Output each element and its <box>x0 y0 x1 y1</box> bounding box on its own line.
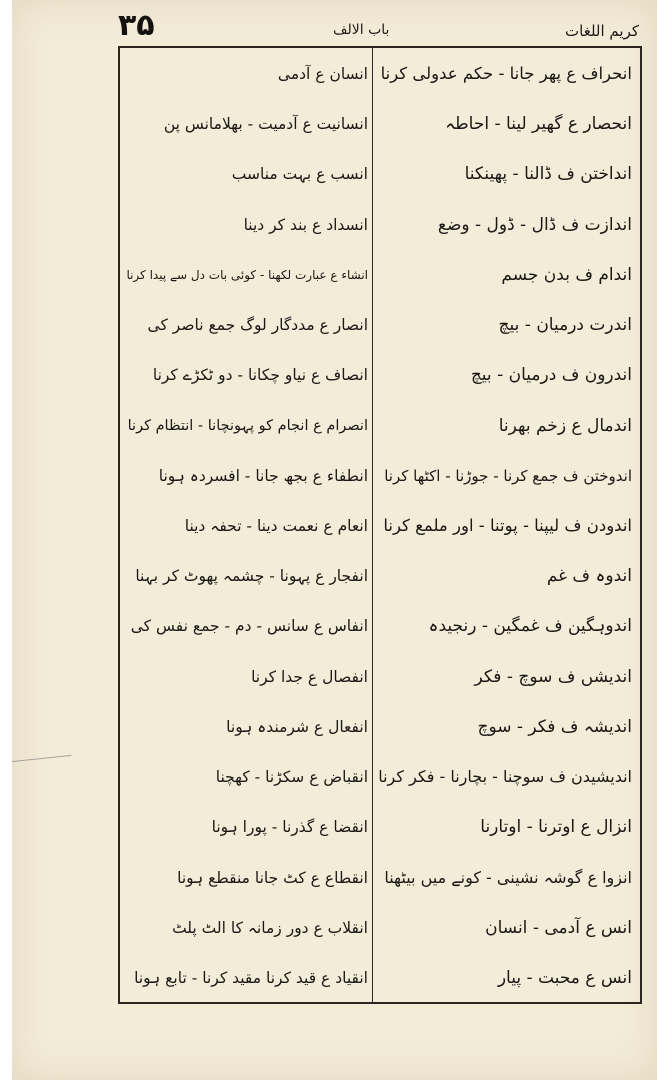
left-column <box>122 54 368 998</box>
dictionary-entry: انزوا ع گوشہ نشینی - کونے میں بیٹھنا <box>384 867 632 887</box>
dictionary-entry: انصار ع مددگار لوگ جمع ناصر کی <box>147 316 368 335</box>
dictionary-entry: انصرام ع انجام کو پہونچانا - انتظام کرنا <box>127 417 368 434</box>
dictionary-entry: اندوختن ف جمع کرنا - جوڑنا - اکٹھا کرنا <box>384 466 632 485</box>
dictionary-entry: اندام ف بدن جسم <box>501 264 632 285</box>
dictionary-entry: انزال ع اوترنا - اوتارنا <box>480 817 632 838</box>
dictionary-entry: اندمال ع زخم بھرنا <box>498 415 632 436</box>
dictionary-entry: انعام ع نعمت دینا - تحفہ دینا <box>184 516 368 535</box>
dictionary-entry: اندودن ف لیپنا - پوتنا - اور ملمع کرنا <box>383 515 632 535</box>
dictionary-entry: انفجار ع پہونا - چشمہ پھوٹ کر بہنا <box>135 567 368 586</box>
dictionary-entry: اندیشیدن ف سوچنا - بچارنا - فکر کرنا <box>378 767 632 787</box>
dictionary-entry: اندوہگین ف غمگین - رنجیدہ <box>428 616 632 637</box>
dictionary-entry: اندرت درمیان - بیچ <box>498 315 632 336</box>
book-title: کریم اللغات <box>565 22 639 40</box>
dictionary-entry: انقطاع ع کٹ جانا منقطع ہونا <box>177 868 368 887</box>
right-column <box>378 54 632 998</box>
dictionary-entry: انس ع محبت - پیار <box>497 967 632 988</box>
dictionary-entry: انقلاب ع دور زمانہ کا الٹ پلٹ <box>172 918 368 937</box>
pencil-mark <box>12 755 73 770</box>
page-header <box>118 8 639 44</box>
dictionary-entry: انداختن ف ڈالنا - پھینکنا <box>464 164 632 185</box>
dictionary-entry: اندوہ ف غم <box>546 566 632 587</box>
page-number: ۳۵ <box>118 8 155 43</box>
dictionary-entry: اندیشہ ف فکر - سوچ <box>477 716 632 737</box>
chapter-title: باب الالف <box>333 22 390 38</box>
dictionary-entry: انحصار ع گھیر لینا - احاطہ <box>445 114 632 135</box>
dictionary-entry: انشاء ع عبارت لکھنا - کوئی بات دل سے پیدا کرنا <box>126 267 368 282</box>
dictionary-entry: انسان ع آدمی <box>277 65 368 83</box>
dictionary-entry: اندازت ف ڈال - ڈول - وضع <box>437 214 632 235</box>
dictionary-entry: اندیشں ف سوچ - فکر <box>474 666 632 687</box>
dictionary-entry: انسانیت ع آدمیت - بھلامانس پن <box>163 115 368 134</box>
dictionary-entry: انطفاء ع بجھ جانا - افسردہ ہونا <box>158 466 368 485</box>
dictionary-entry: انحراف ع پھر جانا - حکم عدولی کرنا <box>380 64 632 83</box>
dictionary-entry: اندرون ف درمیان - بیچ <box>470 365 632 386</box>
dictionary-entry: انسداد ع بند کر دینا <box>243 215 368 234</box>
dictionary-entry: انفعال ع شرمندہ ہونا <box>226 717 368 736</box>
dictionary-entry: انفاس ع سانس - دم - جمع نفس کی <box>130 617 368 636</box>
column-divider <box>372 46 373 1004</box>
dictionary-entry: انفصال ع جدا کرنا <box>251 667 368 686</box>
dictionary-entry: انقباض ع سکڑنا - کھچنا <box>215 768 368 787</box>
dictionary-entry: انسب ع بہت مناسب <box>231 165 368 184</box>
dictionary-entry: انقضا ع گذرنا - پورا ہونا <box>211 818 368 837</box>
dictionary-entry: انقیاد ع قید کرنا مقید کرنا - تابع ہونا <box>134 968 368 987</box>
dictionary-entry: انس ع آدمی - انسان <box>485 917 632 938</box>
dictionary-entry: انصاف ع نیاو چکانا - دو ٹکڑے کرنا <box>152 366 368 385</box>
